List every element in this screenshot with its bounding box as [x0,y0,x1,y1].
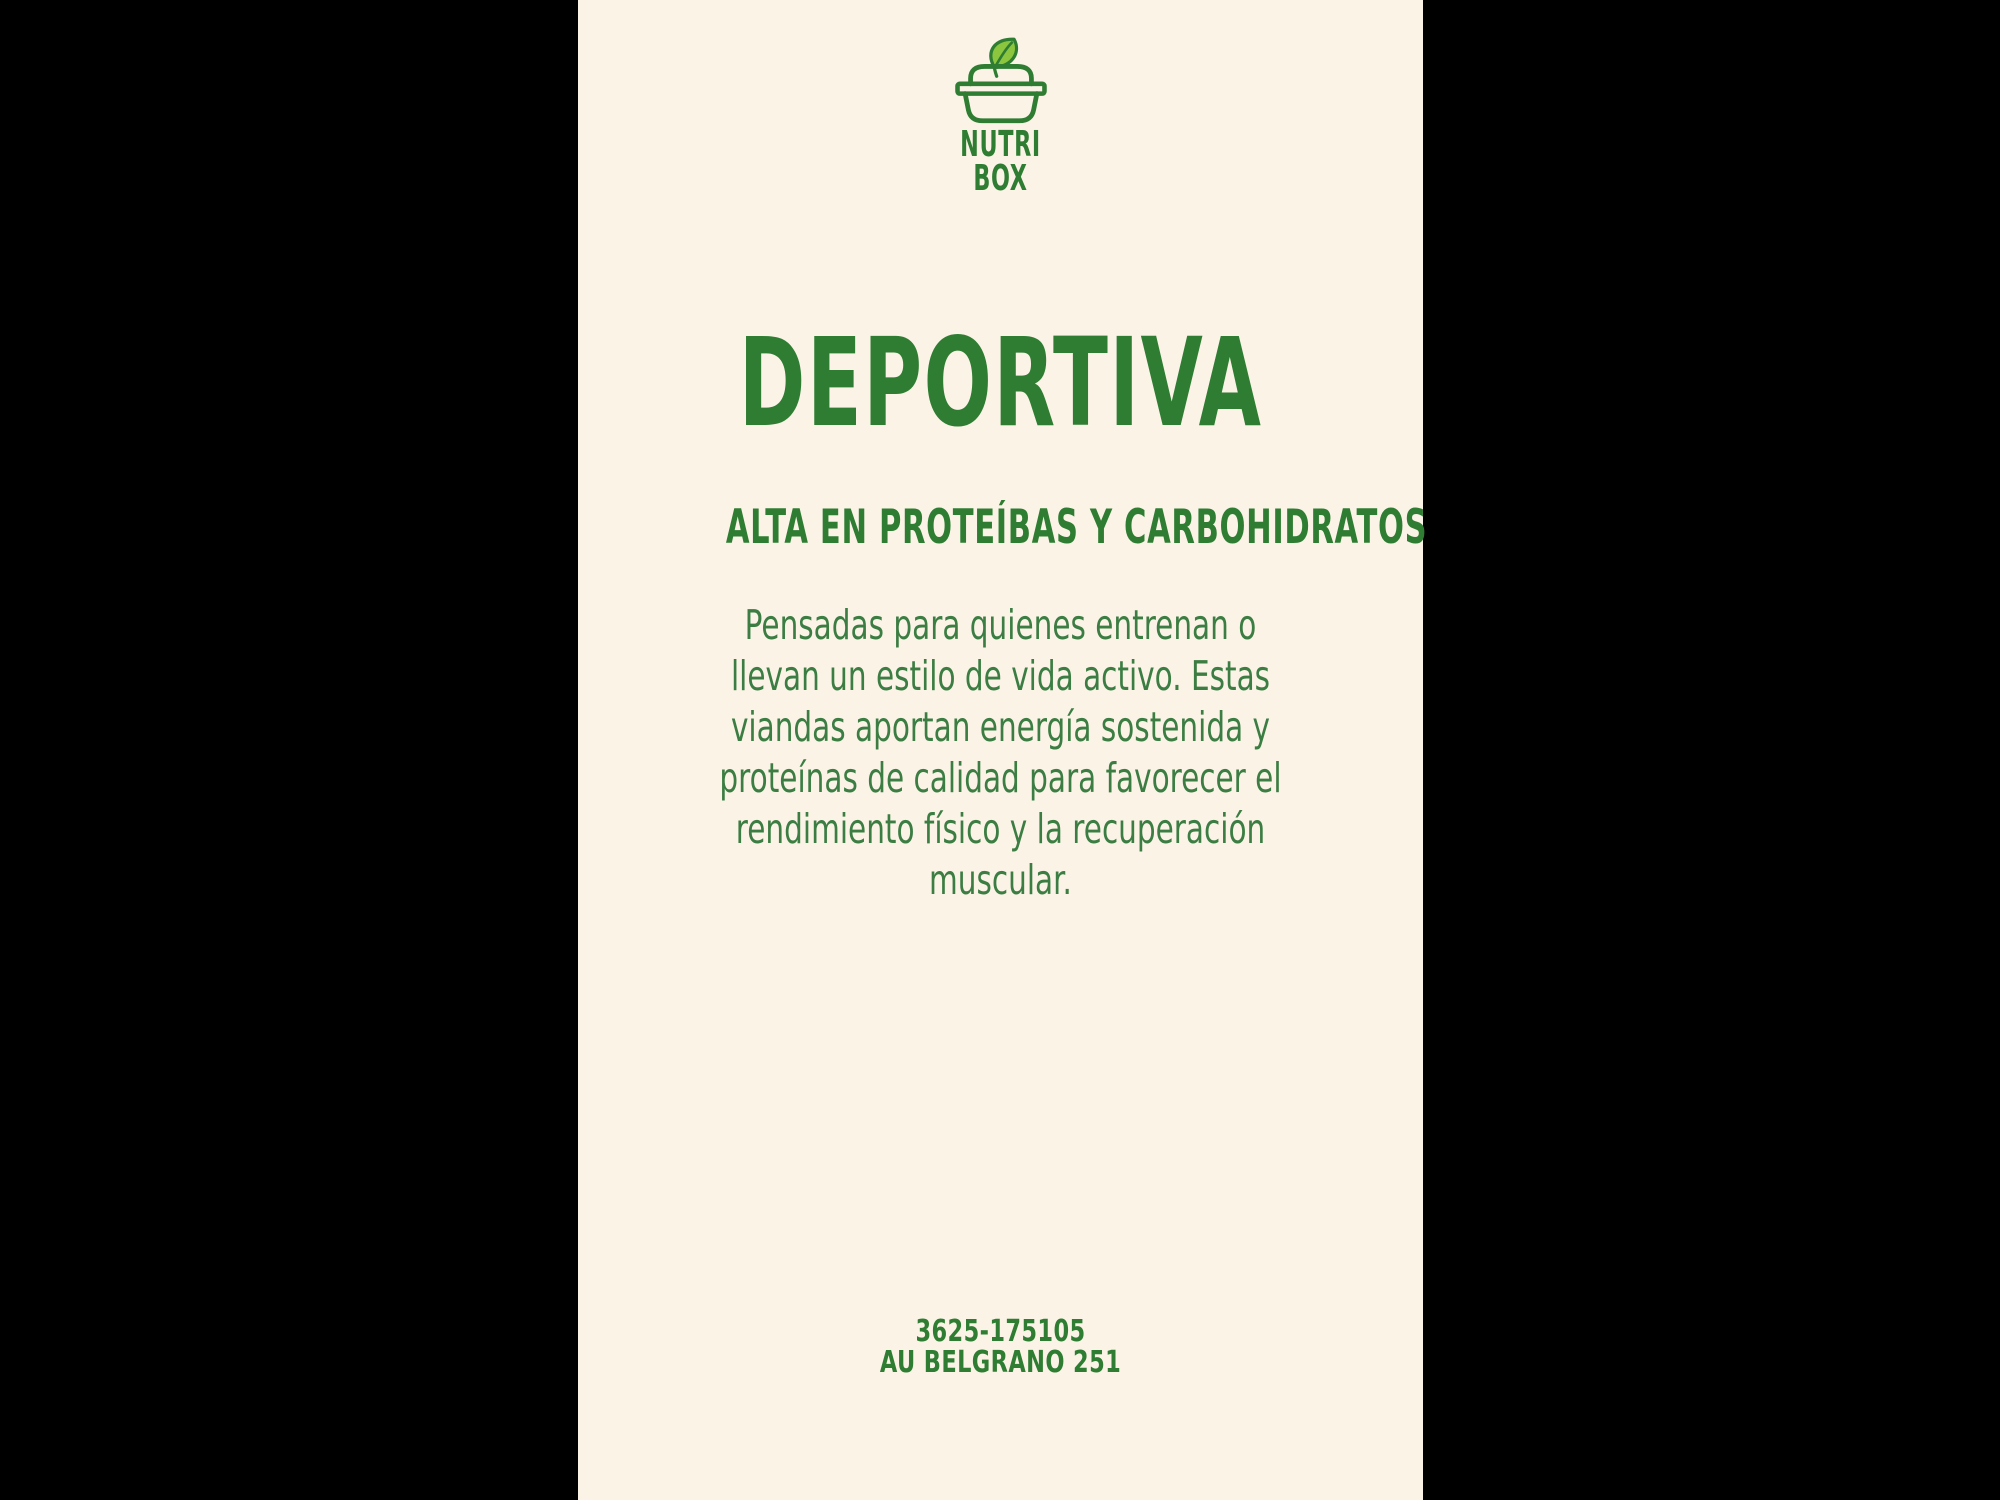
description-line: rendimiento físico y la recuperación [735,805,1266,853]
description-line: Pensadas para quienes entrenan o [744,601,1257,649]
description-line: viandas aportan energía sostenida y [730,703,1271,751]
contact-block [684,1316,1318,1378]
brand-name-line1: NUTRI [960,124,1041,165]
brand-name-line2: BOX [973,158,1028,199]
description-line: muscular. [929,856,1072,904]
lunchbox-with-leaf-icon [945,36,1057,136]
description-paragraph [696,600,1304,906]
subtitle: ALTA EN PROTEÍBAS Y CARBOHIDRATOS [725,500,1428,555]
description-line: llevan un estilo de vida activo. Estas [730,652,1271,700]
flyer-panel [578,0,1428,1500]
page-title: DEPORTIVA [738,312,1263,454]
phone-number: 3625-175105 [915,1314,1086,1349]
address: AU BELGRANO 251 [879,1345,1122,1380]
description-line: proteínas de calidad para favorecer el [719,754,1282,802]
brand-name [739,124,1263,199]
